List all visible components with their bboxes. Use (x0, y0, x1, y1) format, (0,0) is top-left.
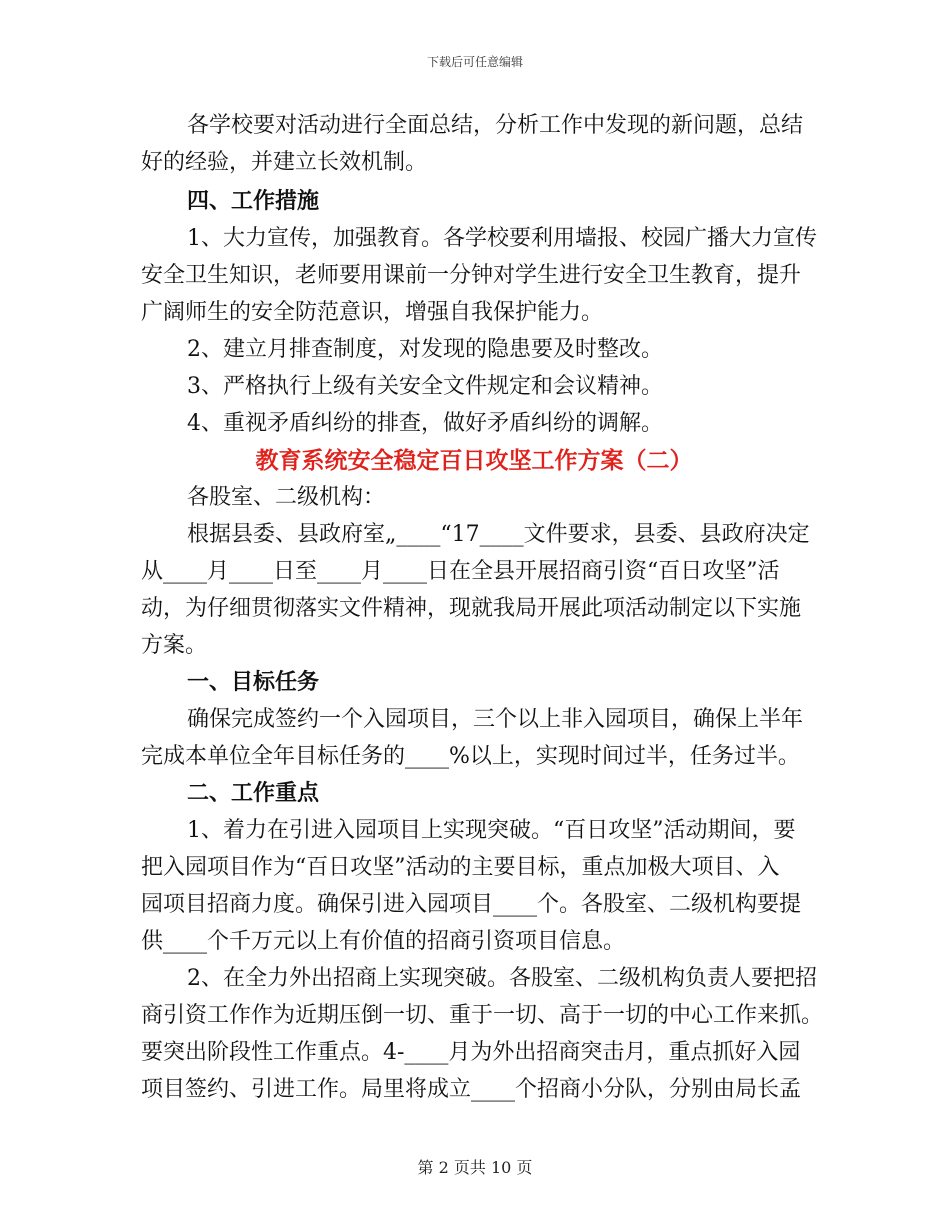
paragraph-line: 2、在全力外出招商上实现突破。各股室、二级机构负责人要把招 (187, 966, 817, 991)
paragraph-line: 从____月____日至____月____日在全县开展招商引资“百日攻坚”活 (141, 559, 780, 584)
section-heading: 二、工作重点 (187, 780, 320, 806)
paragraph-line: 把入园项目作为“百日攻坚”活动的主要目标，重点加极大项目、入 (141, 855, 780, 880)
paragraph-line: 2、建立月排查制度，对发现的隐患要及时整改。 (187, 337, 663, 362)
paragraph-line: 1、着力在引进入园项目上实现突破。“百日攻坚”活动期间，要 (187, 818, 796, 843)
section-heading: 四、工作措施 (187, 188, 320, 214)
paragraph-line: 确保完成签约一个入园项目，三个以上非入园项目，确保上半年 (187, 707, 804, 732)
section-heading: 一、目标任务 (187, 669, 320, 695)
paragraph-line: 完成本单位全年目标任务的____%以上，实现时间过半，任务过半。 (141, 744, 800, 769)
paragraph-line: 要突出阶段性工作重点。4-____月为外出招商突击月，重点抓好入园 (141, 1040, 801, 1065)
page-footer: 第 2 页共 10 页 (417, 1158, 533, 1177)
paragraph-line: 根据县委、县政府室„____“17____文件要求，县委、县政府决定 (187, 522, 810, 547)
paragraph-line: 4、重视矛盾纠纷的排查，做好矛盾纠纷的调解。 (187, 411, 663, 436)
paragraph-line: 供____个千万元以上有价值的招商引资项目信息。 (141, 929, 626, 954)
paragraph-line: 项目签约、引进工作。局里将成立____个招商小分队，分别由局长孟 (141, 1077, 802, 1102)
paragraph-line: 方案。 (141, 633, 208, 658)
paragraph-line: 各学校要对活动进行全面总结，分析工作中发现的新问题，总结 (187, 113, 804, 138)
header-note: 下载后可任意编辑 (426, 55, 523, 69)
document-title: 教育系统安全稳定百日攻坚工作方案（二） (255, 447, 693, 474)
paragraph-line: 广阔师生的安全防范意识，增强自我保护能力。 (141, 300, 604, 325)
paragraph-line: 好的经验，并建立长效机制。 (141, 150, 428, 175)
document-body (141, 107, 824, 1108)
paragraph-line: 动，为仔细贯彻落实文件精神，现就我局开展此项活动制定以下实施 (141, 596, 802, 621)
paragraph-line: 商引资工作作为近期压倒一切、重于一切、高于一切的中心工作来抓。 (141, 1003, 824, 1028)
paragraph-line: 1、大力宣传，加强教育。各学校要利用墙报、校园广播大力宣传 (187, 226, 817, 251)
paragraph-line: 园项目招商力度。确保引进入园项目____个。各股室、二级机构要提 (141, 892, 802, 917)
paragraph-line: 3、严格执行上级有关安全文件规定和会议精神。 (187, 374, 663, 399)
paragraph-line: 各股室、二级机构： (187, 485, 386, 510)
paragraph-line: 安全卫生知识，老师要用课前一分钟对学生进行安全卫生教育，提升 (141, 263, 802, 288)
